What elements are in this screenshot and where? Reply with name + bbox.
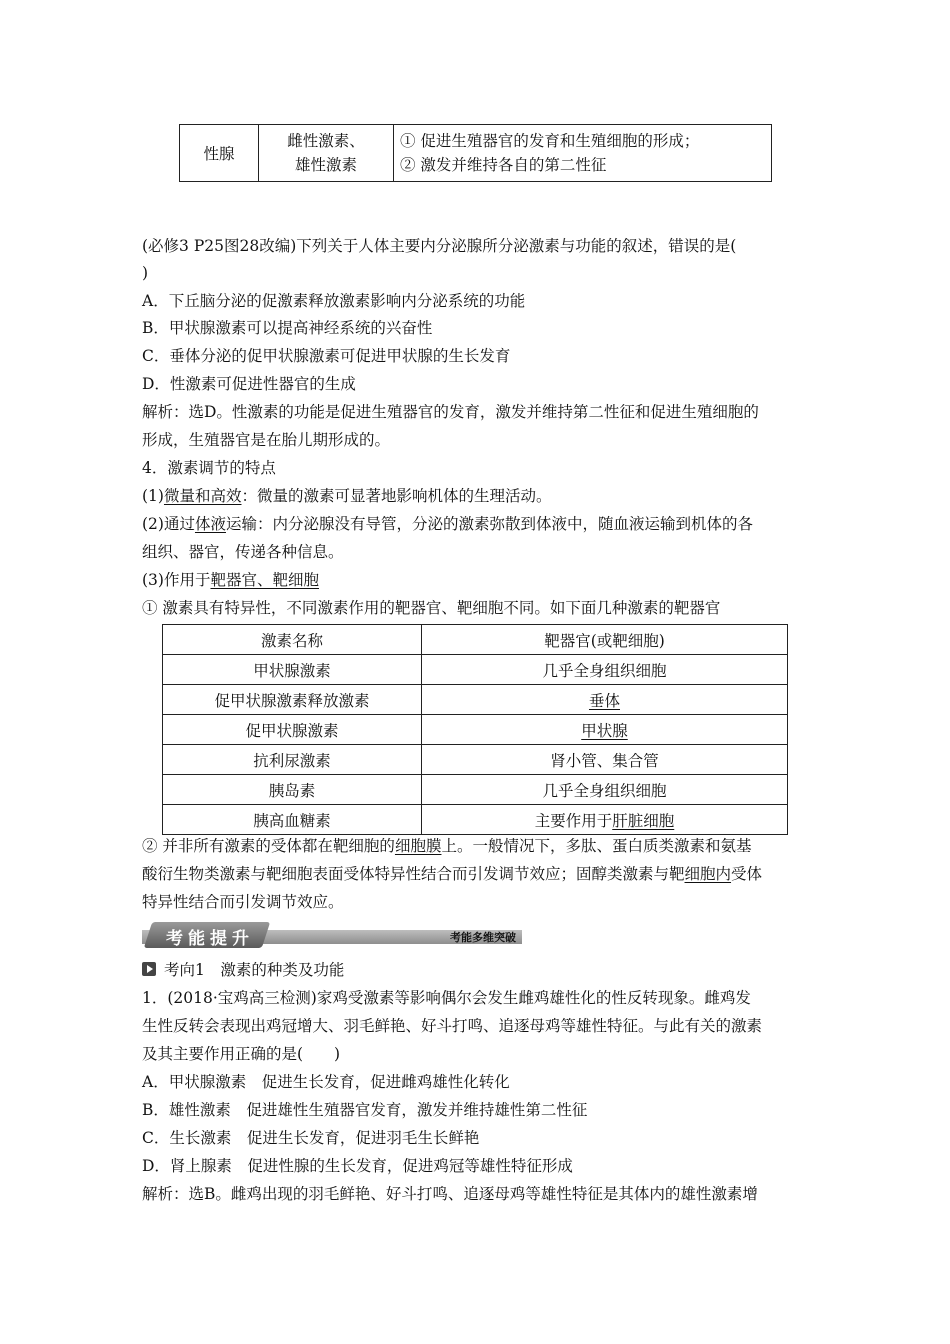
q1-stem-line3: 及其主要作用正确的是( ) [142,1045,341,1063]
feature-2-key: 体液 [194,515,226,533]
hormone-target [422,805,788,835]
table-row [163,715,788,745]
hormone-name: 促甲状腺激素 [163,715,422,745]
feature-3-prefix: (3)作用于 [142,571,211,589]
table-row [163,655,788,685]
receptor-line1-text: 上。一般情况下，多肽、蛋白质类激素和氨基 [441,837,752,855]
table-row [163,805,788,835]
hormone-target: 肾小管、集合管 [422,745,788,775]
hormone-name: 甲状腺激素 [163,655,422,685]
q1-option-a: A．甲状腺激素 促进生长发育，促进雌鸡雄性化转化 [142,1073,510,1091]
feature-2-text: 运输：内分泌腺没有导管，分泌的激素弥散到体液中，随血液运输到机体的各 [225,515,753,533]
sex-hormone-line2: 雄性激素 [294,156,357,174]
function-line1: ① 促进生殖器官的发育和生殖细胞的形成； [400,132,700,150]
gonad-table [179,124,772,182]
q1-stem-line2: 生性反转会表现出鸡冠增大、羽毛鲜艳、好斗打鸣、追逐母鸡等雄性特征。与此有关的激素 [142,1017,763,1035]
hormone-target: 几乎全身组织细胞 [422,775,788,805]
sex-hormone-function-cell [394,125,772,182]
q1-stem-line1: 1．(2018·宝鸡高三检测)家鸡受激素等影响偶尔会发生雌鸡雄性化的性反转现象。雌鸡发 [142,989,751,1007]
header-hormone-name: 激素名称 [163,625,422,655]
q1-option-d: D．肾上腺素 促进性腺的生长发育，促进鸡冠等雄性特征形成 [142,1157,573,1175]
q1-analysis: 解析：选B。雌鸡出现的羽毛鲜艳、好斗打鸣、追逐母鸡等雄性特征是其体内的雄性激素增 [142,1185,758,1203]
header-target: 靶器官(或靶细胞) [422,625,788,655]
practice-option-b: B．甲状腺激素可以提高神经系统的兴奋性 [142,319,433,337]
hormone-target-prefix: 主要作用于 [534,811,613,830]
hormone-target-table [162,624,788,835]
feature-1-text: ：微量的激素可显著地影响机体的生理活动。 [241,487,552,505]
feature-3-key: 靶器官、靶细胞 [210,571,319,589]
hormone-name: 抗利尿激素 [163,745,422,775]
table-row [163,685,788,715]
practice-analysis-line2: 形成，生殖器官是在胎儿期形成的。 [142,431,391,449]
receptor-line1 [142,836,751,856]
direction-heading: 考向1 激素的种类及功能 [164,961,345,979]
practice-option-c: C．垂体分泌的促甲状腺激素可促进甲状腺的生长发育 [142,347,511,365]
hormone-target [422,685,788,715]
section-banner [142,922,522,948]
q1-option-b: B．雄性激素 促进雄性生殖器官发育，激发并维持雄性第二性征 [142,1101,588,1119]
receptor-line2-prefix: 酸衍生物类激素与靶细胞表面受体特异性结合而引发调节效应；固醇类激素与靶 [142,865,685,883]
function-line2: ② 激发并维持各自的第二性征 [400,156,607,174]
hormone-target-underlined: 肝脏细胞 [612,811,675,830]
table-row [163,745,788,775]
feature-1-prefix: (1) [142,487,164,505]
practice-analysis-line1: 解析：选D。性激素的功能是促进生殖器官的发育，激发并维持第二性征和促进生殖细胞的 [142,403,759,421]
practice-stem-line1: (必修3 P25图28改编)下列关于人体主要内分泌腺所分泌激素与功能的叙述，错误的是( [142,237,737,255]
feature-2-prefix: (2)通过 [142,515,195,533]
table-row [163,775,788,805]
feature-3 [142,570,319,590]
gonad-cell: 性腺 [180,125,259,182]
feature-1-key: 微量和高效 [163,487,242,505]
q1-option-c: C．生长激素 促进生长发育，促进羽毛生长鲜艳 [142,1129,480,1147]
feature-2-line2: 组织、器官，传递各种信息。 [142,543,344,561]
receptor-line2-text: 受体 [731,865,763,883]
sex-hormone-cell [259,125,394,182]
banner-subtitle: 考能多维突破 [450,931,516,944]
play-icon [142,962,156,976]
feature-2 [142,514,753,534]
hormone-name: 促甲状腺激素释放激素 [163,685,422,715]
practice-option-a: A．下丘脑分泌的促激素释放激素影响内分泌系统的功能 [142,292,526,310]
sex-hormone-line1: 雌性激素、 [287,132,365,150]
feature-1 [142,486,552,506]
hormone-target-underlined: 垂体 [588,691,620,710]
receptor-line2 [142,864,762,884]
banner-title: 考能提升 [166,929,254,949]
hormone-name: 胰岛素 [163,775,422,805]
hormone-name: 胰高血糖素 [163,805,422,835]
hormone-target-underlined: 甲状腺 [581,721,628,740]
practice-stem-line2: ) [142,264,149,282]
practice-option-d: D．性激素可促进性器官的生成 [142,375,356,393]
receptor-line1-prefix: ② 并非所有激素的受体都在靶细胞的 [142,837,395,855]
hormone-target: 几乎全身组织细胞 [422,655,788,685]
receptor-line2-key: 细胞内 [684,865,732,883]
receptor-line3: 特异性结合而引发调节效应。 [142,893,344,911]
feature-3-point1: ① 激素具有特异性，不同激素作用的靶器官、靶细胞不同。如下面几种激素的靶器官 [142,599,721,617]
receptor-line1-key: 细胞膜 [394,837,442,855]
hormone-target [422,715,788,745]
section4-heading: 4．激素调节的特点 [142,459,276,477]
